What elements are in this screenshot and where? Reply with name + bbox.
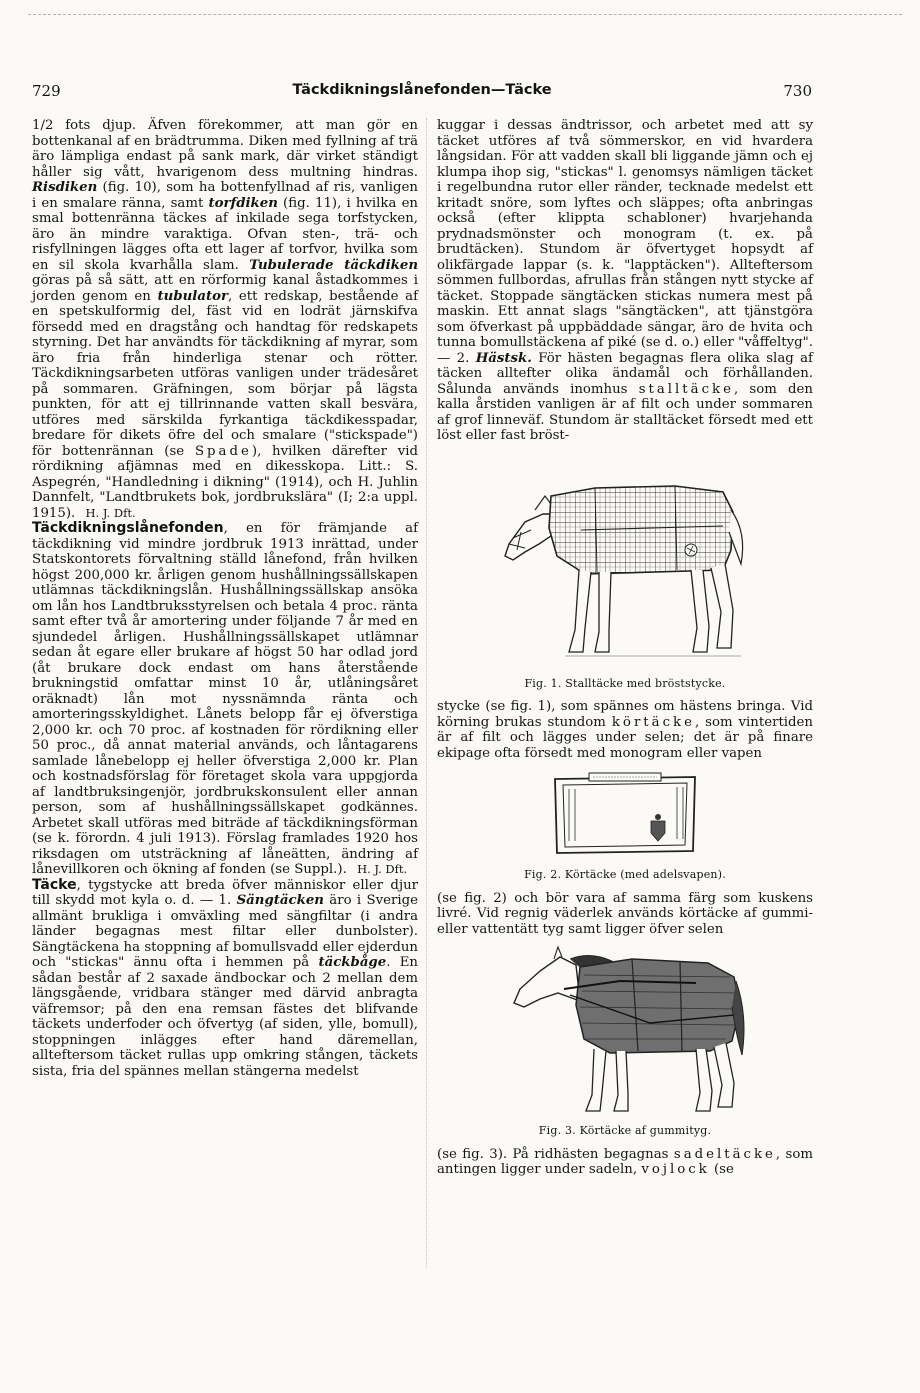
text-run: ), hvilken därefter vid rördikning afjämnas med en dikesskopa. Litt.: S. Aspegrén, "Handledning i dikning" (1914), och H. Juhlin Dannfelt, "Landtbrukets bok, jordbrukslära" (I; 2:a uppl. 1915). bbox=[32, 443, 418, 521]
text-run: , en för främjande af täckdikning vid mindre jordbruk 1913 inrättad, under Statskontorets förvaltning ställd lånefond, från hvilken högst 200,000 kr. årligen genom hushållningssällskapen utlämnas täckdikningslån. Hushållningssällskap ansöka om lån hos Landtbruksstyrelsen och betala 4 proc. ränta samt efter två år amortering under följande 7 år med en sjundedel årligen. Hushållningssällskapet utlämnar sedan åt egare eller brukare af högst 50 har odlad jord (åt brukare dock endast om hans återstående brukningstid omfattar minst 10 år, utlåningsåret oräknadt) lån mot nyssnämnda ränta och amorteringsskyldighet. Lånets belopp får ej öfverstiga 2,000 kr. och 70 proc. af kostnaden för rördikning eller 50 proc., då annat material används, och låntagarens samlade lånebelopp ej heller öfverstiga 2,000 kr. Plan och kostnadsförslag för företaget skola vara uppgjorda af landtbruksingenjör, jordbrukskonsulent eller annan person, som af hushållningssällskapet godkännes. Arbetet skall utföras med biträde af täckdikningsförman (se k. förordn. 4 juli 1913). Förslag framlades 1920 hos riksdagen om utsträckning af låneätten, ändring af lånevillkoren och ökning af fonden (se Suppl.). bbox=[32, 521, 418, 877]
figure-3 bbox=[437, 945, 813, 1139]
paragraph-sadeltacke bbox=[437, 1147, 813, 1178]
page-number-right: 730 bbox=[783, 82, 812, 100]
headword-tackdikningslanefonden: Täckdikningslånefonden bbox=[32, 520, 224, 536]
text-run: (se bbox=[713, 1162, 734, 1177]
term-tubulator: tubulator bbox=[157, 288, 228, 304]
author-signature: H. J. Dft. bbox=[357, 862, 408, 876]
left-column bbox=[32, 118, 418, 1079]
text-run: , tygstycke att breda öfver människor eller djur till skydd mot kyla o. d. — 1. bbox=[32, 877, 418, 908]
text-run: äro i Sverige allmänt brukliga i omväxling med sängfiltar (i andra länder begagnas mest filtar eller dunbolster). Sängtäckena ha stoppning af bomullsvadd eller ejderdun och "stickas" ännu ofta i hemmen på bbox=[32, 893, 418, 970]
column-divider bbox=[426, 118, 427, 1268]
page-top-rule bbox=[28, 14, 902, 15]
author-signature: H. J. Dft. bbox=[85, 505, 136, 520]
paragraph-kortacke bbox=[437, 699, 813, 761]
term-risdiken: Risdiken bbox=[32, 180, 98, 195]
term-stalltacke: stalltäcke bbox=[638, 381, 734, 397]
term-tubulerade-tackdiken: Tubulerade täckdiken bbox=[249, 257, 418, 273]
paragraph-gummi bbox=[437, 891, 813, 938]
paragraph-tackdiken-end bbox=[32, 118, 418, 521]
headword-tacke: Täcke bbox=[32, 876, 77, 893]
entry-tacke bbox=[32, 878, 418, 1080]
term-sangtacken: Sängtäcken bbox=[236, 893, 324, 908]
text-run: , som den kalla årstiden vanligen är af filt och under sommaren af grof linneväf. Stundom är stalltäcket försedt med ett löst eller fast bröst- bbox=[437, 381, 813, 443]
term-vojlock: vojlock bbox=[641, 1162, 710, 1177]
crossref-spade: Spade bbox=[194, 443, 252, 459]
paragraph-tacke-continued bbox=[437, 118, 813, 444]
text-run: . En sådan består af 2 saxade ändbockar och 2 mellan dem längsgående, vridbara stänger med därvid anbragta väfremsor; på den ena remsan fästes det blifvande täckets underfoder och öfvertyg (af siden, ylle, bomull), stoppningen inlägges efter hand däremellan, allteftersom täcket rullas upp omkring stången, täckets sista, fria del spännes mellan stängerna medelst bbox=[32, 955, 418, 1079]
page-number-left: 729 bbox=[32, 82, 61, 100]
text-run: (fig. 10), som ha bottenfyllnad af ris, vanligen i en smalare ränna, samt bbox=[32, 180, 418, 211]
text-run: kuggar i dessas ändtrissor, och arbetet med att sy täcket utföres af två sömmerskor, en vid hvardera långsidan. För att vadden skall bli liggande jämn och ej klumpa ihop sig, "stickas" l. genomsys nämligen täcket i regelbundna rutor eller ränder, tecknade medelst ett kritadt snöre, som lyftes och släppes; ofta anbringas också (efter klippta schabloner) hvarjehanda prydnadsmönster och monogram (t. ex. på brudtäcken). Stundom är öfvertyget hopsydt af olikfärgade lappar (s. k. "lapptäcken"). Allteftersom sömmen fullbordas, afrullas från stången nytt stycke af täcket. Stoppade sängtäcken stickas numera mest på maskin. Ett annat slags "sängtäcken", att tjänstgöra som öfverkast på uppbäddade sängar, äro de hvita och tunna bomullstäckena af piké (se d. o.) eller "våffeltyg". — 2. bbox=[437, 118, 813, 366]
term-kortacke: körtäcke bbox=[611, 714, 695, 730]
term-sadeltacke: sadeltäcke bbox=[673, 1146, 776, 1162]
text-run: För hästen begagnas flera olika slag af täcken alltefter olika ändamål och förhållanden. Sålunda används inomhus bbox=[437, 350, 813, 397]
text-run: 1/2 fots djup. Äfven förekommer, att man gör en bottenkanal af en brädtrumma. Diken med fyllning af trä äro lämpliga endast på sank mark, där virket ständigt håller sig vått, hvarigenom dess multning hindras. bbox=[32, 118, 418, 180]
text-run: (se fig. 3). På ridhästen begagnas bbox=[437, 1146, 669, 1162]
figure-1 bbox=[437, 452, 813, 692]
text-run: , som antingen ligger under sadeln, bbox=[437, 1146, 813, 1177]
figure-2 bbox=[437, 769, 813, 883]
text-run: göras på så sätt, att en rörformig kanal åstadkommes i jorden genom en bbox=[32, 273, 418, 304]
running-head: Täckdikningslånefonden—Täcke bbox=[292, 82, 552, 98]
right-column bbox=[437, 118, 813, 1178]
horse-blanket-coat-of-arms-illustration bbox=[545, 769, 705, 861]
figure-3-caption: Fig. 3. Körtäcke af gummityg. bbox=[538, 1124, 712, 1137]
page-header bbox=[32, 82, 812, 102]
horse-rubber-blanket-illustration bbox=[500, 945, 750, 1117]
entry-tackdikningslanefonden bbox=[32, 521, 418, 878]
text-run: stycke (se fig. 1), som spännes om hästens bringa. Vid körning brukas stundom bbox=[437, 699, 813, 730]
figure-2-caption: Fig. 2. Körtäcke (med adelsvapen). bbox=[524, 868, 726, 881]
term-hastsk: Hästsk. bbox=[475, 350, 532, 366]
figure-1-caption: Fig. 1. Stalltäcke med bröststycke. bbox=[524, 676, 726, 690]
term-tackbage: täckbåge bbox=[318, 955, 387, 970]
text-run: (fig. 11), i hvilka en smal bottenränna täckes af inkilade sega torfstycken, äro än mindre varaktiga. Ofvan sten-, trä- och risfyllningen lägges ofta ett lager af torfvor, hvilka som en sil skola kvarhålla slam. bbox=[32, 195, 418, 273]
text-run: , som vintertiden är af filt och lägges under selen; det är på finare ekipage ofta försedt med monogram eller vapen bbox=[437, 714, 813, 761]
text-run: , ett redskap, bestående af en spetskulformig del, fäst vid en lodrät järnskifva försedd med en dragstång och handtag för redskapets styrning. Det har användts för täckdikning af myrar, som äro fria från hinderliga stenar och rötter. Täckdikningsarbeten utföras vanligen under trädesåret på sommaren. Gräfningen, som börjar på lägsta punkten, för att ej tillrinnande vatten skall besvära, utföres med särskilda fyrkantiga täckdikesspadar, bredare för dikets öfre del och smalare ("stickspade") för bottenrännan (se bbox=[32, 288, 418, 459]
text-run: (se fig. 2) och bör vara af samma färg som kuskens livré. Vid regnig väderlek används körtäcke af gummi- eller vattentätt tyg samt ligger öfver selen bbox=[437, 890, 813, 937]
term-torfdiken: torfdiken bbox=[208, 195, 278, 211]
horse-stable-blanket-illustration bbox=[495, 452, 755, 670]
